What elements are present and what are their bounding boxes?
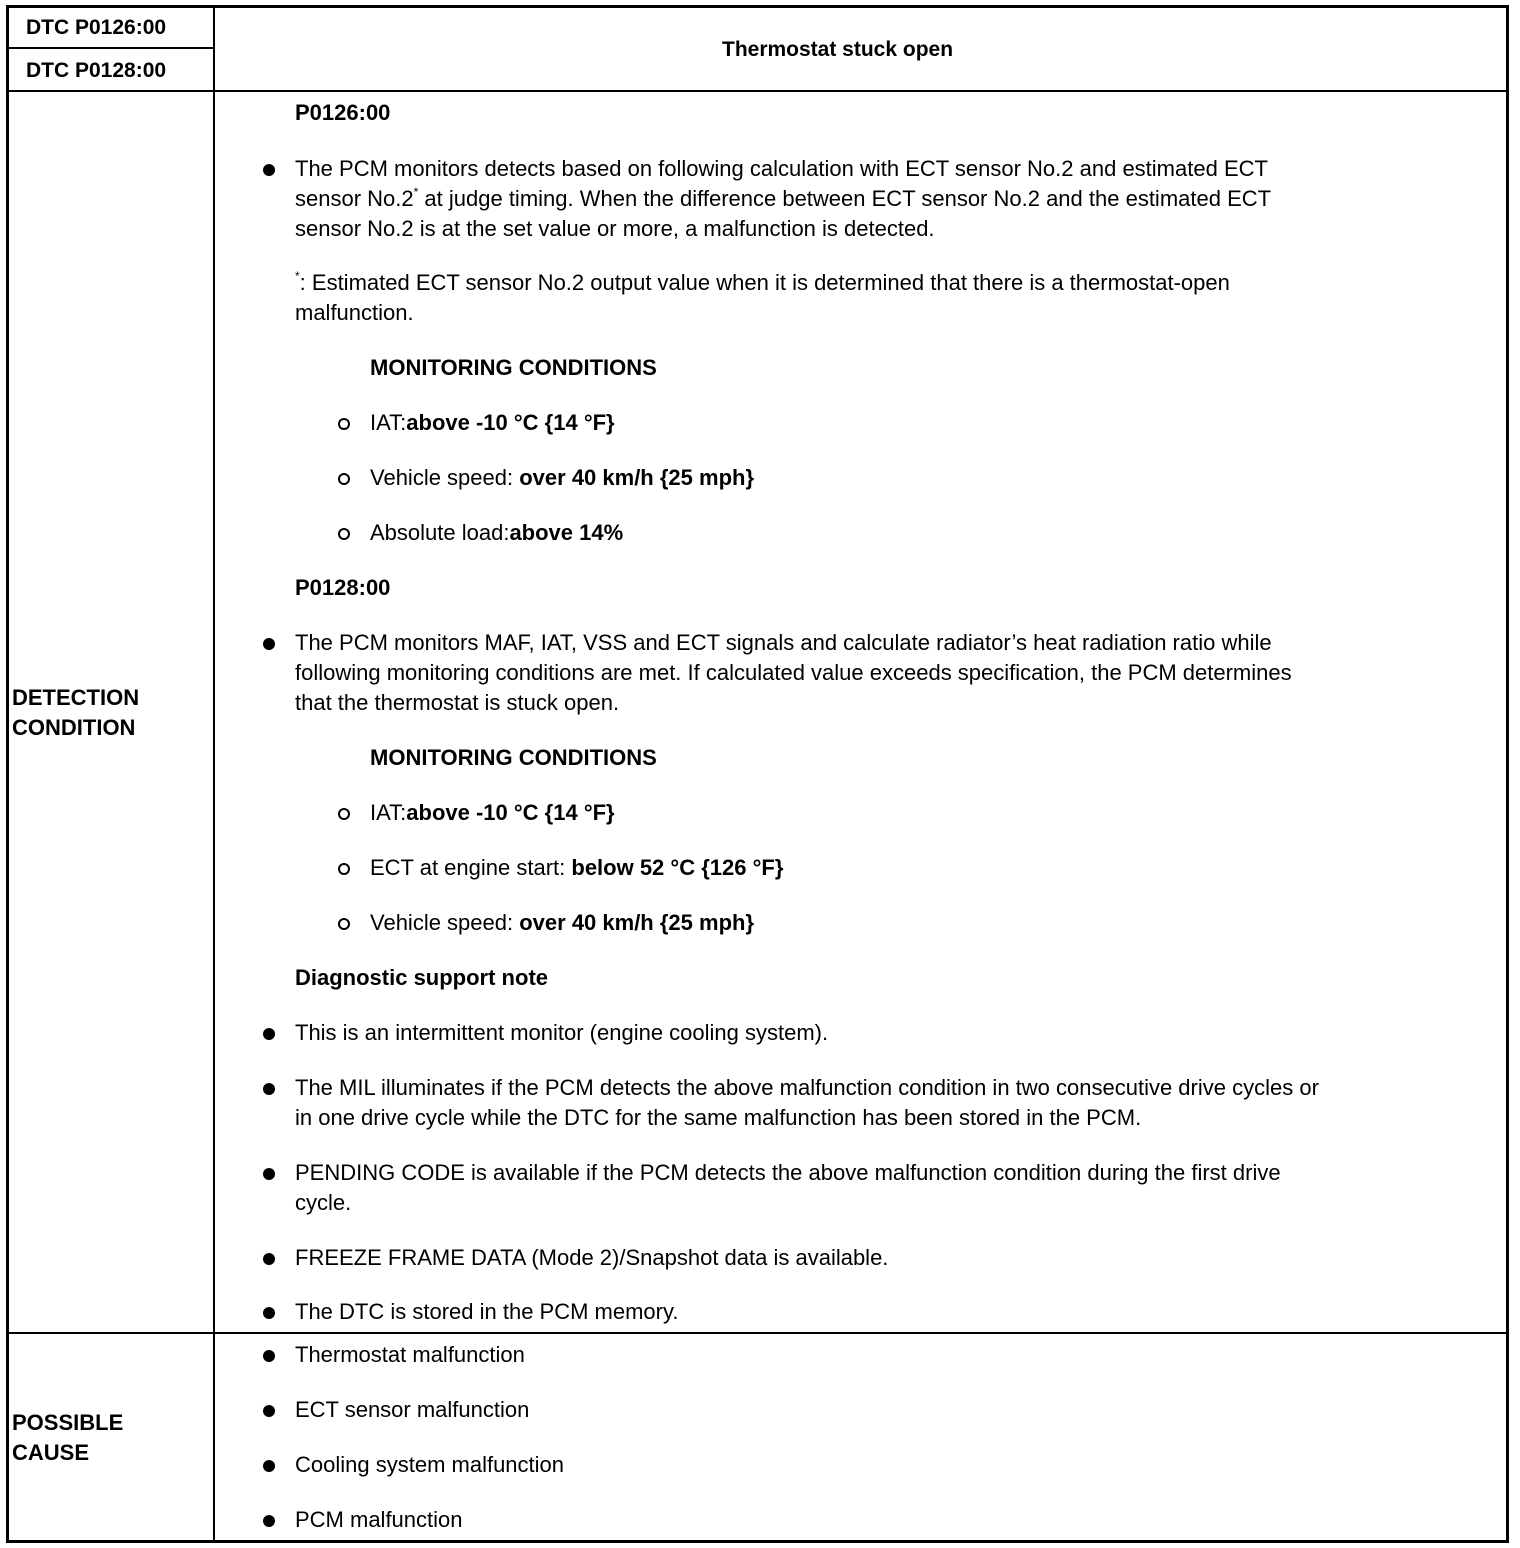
column-divider <box>213 5 215 1540</box>
bullet-icon <box>263 1515 275 1527</box>
p0128-monitoring-heading: MONITORING CONDITIONS <box>370 745 657 770</box>
dtc-code-1: DTC P0126:00 <box>26 16 167 39</box>
bullet-icon <box>263 1307 275 1319</box>
p0128-bullet-line3: that the thermostat is stuck open. <box>295 690 620 715</box>
possible-cause-label-line2: CAUSE <box>12 1440 90 1465</box>
bullet-icon <box>263 1253 275 1265</box>
p0126-bullet-line3: sensor No.2 is at the set value or more, a malfunction is detected. <box>295 216 935 241</box>
circle-bullet-icon <box>338 528 350 540</box>
p0126-condition-3: Absolute load:above 14% <box>370 520 624 545</box>
p0128-bullet-line2: following monitoring conditions are met. If calculated value exceeds specification, the PCM determines <box>295 660 1292 685</box>
bullet-icon <box>263 1460 275 1472</box>
cause-item-4: PCM malfunction <box>295 1507 463 1532</box>
possible-cause-label-line1: POSSIBLE <box>12 1410 124 1435</box>
p0128-heading: P0128:00 <box>295 575 391 600</box>
circle-bullet-icon <box>338 418 350 430</box>
p0126-bullet-line1: The PCM monitors detects based on following calculation with ECT sensor No.2 and estimated ECT <box>295 156 1268 181</box>
p0126-monitoring-heading: MONITORING CONDITIONS <box>370 355 657 380</box>
header-code-divider <box>6 47 214 49</box>
p0126-footnote-line2: malfunction. <box>295 300 414 325</box>
dtc-code-2: DTC P0128:00 <box>26 59 167 82</box>
bullet-icon <box>263 1405 275 1417</box>
bullet-icon <box>263 1168 275 1180</box>
circle-bullet-icon <box>338 473 350 485</box>
circle-bullet-icon <box>338 918 350 930</box>
p0128-bullet-line1: The PCM monitors MAF, IAT, VSS and ECT signals and calculate radiator’s heat radiation ratio while <box>295 630 1272 655</box>
bullet-icon <box>263 638 275 650</box>
p0126-footnote-line1: *: Estimated ECT sensor No.2 output value when it is determined that there is a thermostat-open <box>295 269 1230 295</box>
support-note-2-line1: The MIL illuminates if the PCM detects the above malfunction condition in two consecutive drive cycles or <box>295 1075 1319 1100</box>
bullet-icon <box>263 1350 275 1362</box>
circle-bullet-icon <box>338 863 350 875</box>
detection-label-line1: DETECTION <box>12 685 140 710</box>
p0128-condition-3: Vehicle speed: over 40 km/h {25 mph} <box>370 910 755 935</box>
p0128-condition-2: ECT at engine start: below 52 °C {126 °F} <box>370 855 784 880</box>
cause-item-3: Cooling system malfunction <box>295 1452 565 1477</box>
support-note-2-line2: in one drive cycle while the DTC for the same malfunction has been stored in the PCM. <box>295 1105 1142 1130</box>
p0126-condition-2: Vehicle speed: over 40 km/h {25 mph} <box>370 465 755 490</box>
support-heading: Diagnostic support note <box>295 965 548 990</box>
support-note-5: The DTC is stored in the PCM memory. <box>295 1299 679 1324</box>
cause-item-2: ECT sensor malfunction <box>295 1397 530 1422</box>
circle-bullet-icon <box>338 808 350 820</box>
detection-label-line2: CONDITION <box>12 715 136 740</box>
p0128-condition-1: IAT:above -10 °C {14 °F} <box>370 800 615 825</box>
bullet-icon <box>263 1083 275 1095</box>
support-note-4: FREEZE FRAME DATA (Mode 2)/Snapshot data is available. <box>295 1245 889 1270</box>
support-note-3-line2: cycle. <box>295 1190 352 1215</box>
page-title: Thermostat stuck open <box>722 38 954 61</box>
header-divider <box>6 90 1506 92</box>
support-note-1: This is an intermittent monitor (engine cooling system). <box>295 1020 829 1045</box>
p0126-heading: P0126:00 <box>295 100 391 125</box>
section-divider <box>6 1332 1506 1334</box>
p0126-bullet-line2: sensor No.2* at judge timing. When the difference between ECT sensor No.2 and the estimated ECT <box>295 185 1272 211</box>
support-note-3-line1: PENDING CODE is available if the PCM detects the above malfunction condition during the first drive <box>295 1160 1281 1185</box>
p0126-condition-1: IAT:above -10 °C {14 °F} <box>370 410 615 435</box>
bullet-icon <box>263 164 275 176</box>
cause-item-1: Thermostat malfunction <box>295 1342 525 1367</box>
bullet-icon <box>263 1028 275 1040</box>
